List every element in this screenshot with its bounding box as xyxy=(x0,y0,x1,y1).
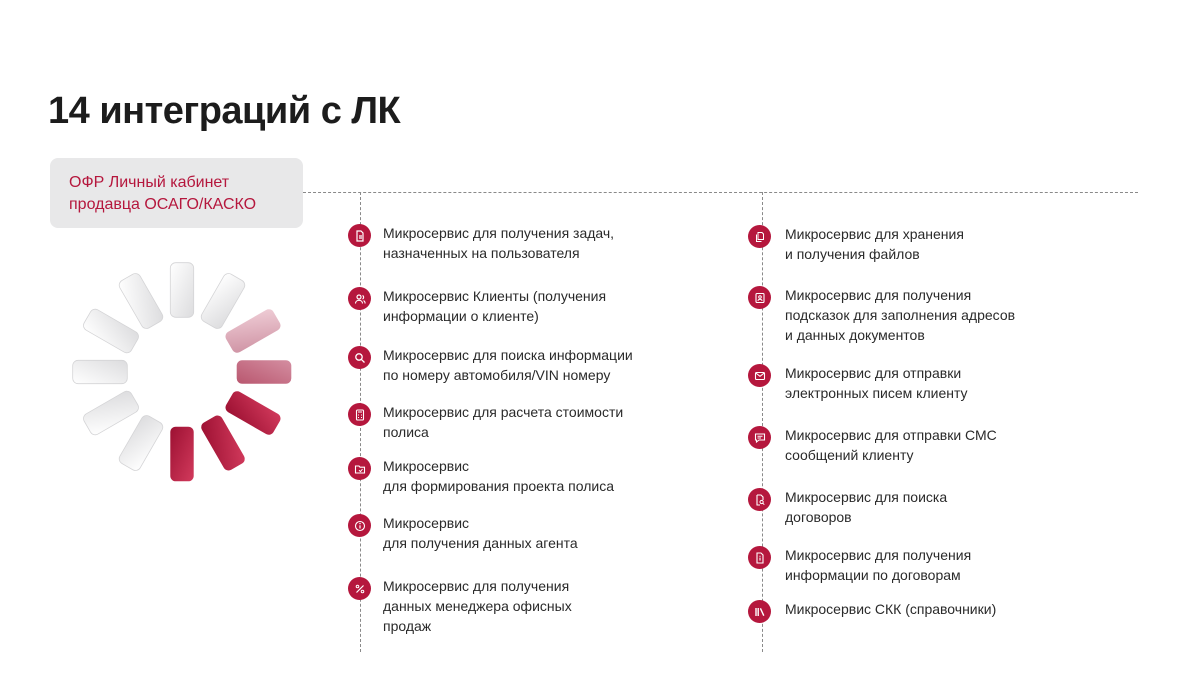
right_items-item-text xyxy=(785,224,964,264)
left_items-item-line: для формирования проекта полиса xyxy=(383,478,614,494)
document-info-icon xyxy=(748,546,771,569)
right_items-item-line: подсказок для заполнения адресов xyxy=(785,307,1016,323)
right_items-item-line: сообщений клиенту xyxy=(785,447,914,463)
badge-line-2: продавца ОСАГО/КАСКО xyxy=(69,196,257,213)
right_items-item-line: Микросервис для отправки xyxy=(785,365,962,381)
left_items-item-line: Микросервис для получения xyxy=(383,578,570,594)
loader-ring-illustration xyxy=(70,250,300,500)
left_items-item-text xyxy=(383,345,633,385)
loader-segment xyxy=(199,272,247,331)
files-icon xyxy=(748,225,771,248)
right_items-item-line: Микросервис для отправки СМС xyxy=(785,427,997,443)
loader-segment xyxy=(82,389,141,437)
left_items-item-line: Микросервис xyxy=(383,458,470,474)
right_items-item-line: Микросервис для получения xyxy=(785,287,972,303)
left_items-item-line: назначенных на пользователя xyxy=(383,245,580,261)
mail-icon xyxy=(748,364,771,387)
right_items-item-line: и данных документов xyxy=(785,327,925,343)
product-badge xyxy=(50,158,303,228)
right_items-item-line: договоров xyxy=(785,509,852,525)
calculator-icon xyxy=(348,403,371,426)
left_items-item-text xyxy=(383,513,578,553)
loader-segment xyxy=(117,272,165,331)
right_items-item-line: электронных писем клиенту xyxy=(785,385,968,401)
right_items-item-text xyxy=(785,545,971,585)
right_items-item-line: и получения файлов xyxy=(785,246,920,262)
left_items-item-text xyxy=(383,456,614,496)
loader-segment xyxy=(224,307,283,355)
left_items-item-text xyxy=(383,223,614,263)
page-title: 14 интеграций с ЛК xyxy=(48,90,401,132)
chat-icon xyxy=(748,426,771,449)
percent-icon xyxy=(348,577,371,600)
right_items-item-text xyxy=(785,363,968,403)
left_items-item-text xyxy=(383,576,572,636)
loader-segment xyxy=(117,414,165,473)
loader-segment xyxy=(82,307,141,355)
connector-horizontal xyxy=(303,192,1138,193)
badge-line-1: ОФР Личный кабинет xyxy=(69,174,230,191)
id-card-icon xyxy=(748,286,771,309)
left_items-item-line: Микросервис для получения задач, xyxy=(383,225,615,241)
loader-segment xyxy=(170,427,193,482)
left_items-item-line: Микросервис для поиска информации xyxy=(383,347,633,363)
right_items-item-line: Микросервис для хранения xyxy=(785,226,964,242)
right_items-item-text xyxy=(785,285,1015,345)
users-icon xyxy=(348,287,371,310)
document-icon xyxy=(348,224,371,247)
right_items-item-line: информации по договорам xyxy=(785,567,961,583)
search-icon xyxy=(348,346,371,369)
left_items-item-line: информации о клиенте) xyxy=(383,308,539,324)
right_items-item-text xyxy=(785,425,997,465)
left_items-item-line: Микросервис Клиенты (получения xyxy=(383,288,607,304)
left_items-item-text xyxy=(383,286,606,326)
right_items-item-text xyxy=(785,599,996,619)
document-search-icon xyxy=(748,488,771,511)
left_items-item-line: по номеру автомобиля/VIN номеру xyxy=(383,367,611,383)
loader-segment xyxy=(170,263,193,318)
loader-segment xyxy=(224,389,283,437)
left_items-item-line: продаж xyxy=(383,618,432,634)
left_items-item-line: Микросервис xyxy=(383,515,470,531)
left_items-item-line: данных менеджера офисных xyxy=(383,598,572,614)
left_items-item-line: полиса xyxy=(383,424,429,440)
connector-right-column xyxy=(762,192,763,652)
right_items-item-line: Микросервис для поиска xyxy=(785,489,948,505)
left_items-item-text xyxy=(383,402,623,442)
loader-segment xyxy=(199,414,247,473)
right_items-item-line: Микросервис для получения xyxy=(785,547,972,563)
folder-icon xyxy=(348,457,371,480)
loader-segment xyxy=(237,360,292,383)
left_items-item-line: Микросервис для расчета стоимости xyxy=(383,404,624,420)
info-icon xyxy=(348,514,371,537)
loader-segment xyxy=(73,360,128,383)
right_items-item-text xyxy=(785,487,947,527)
right_items-item-line: Микросервис СКК (справочники) xyxy=(785,601,997,617)
books-icon xyxy=(748,600,771,623)
left_items-item-line: для получения данных агента xyxy=(383,535,578,551)
